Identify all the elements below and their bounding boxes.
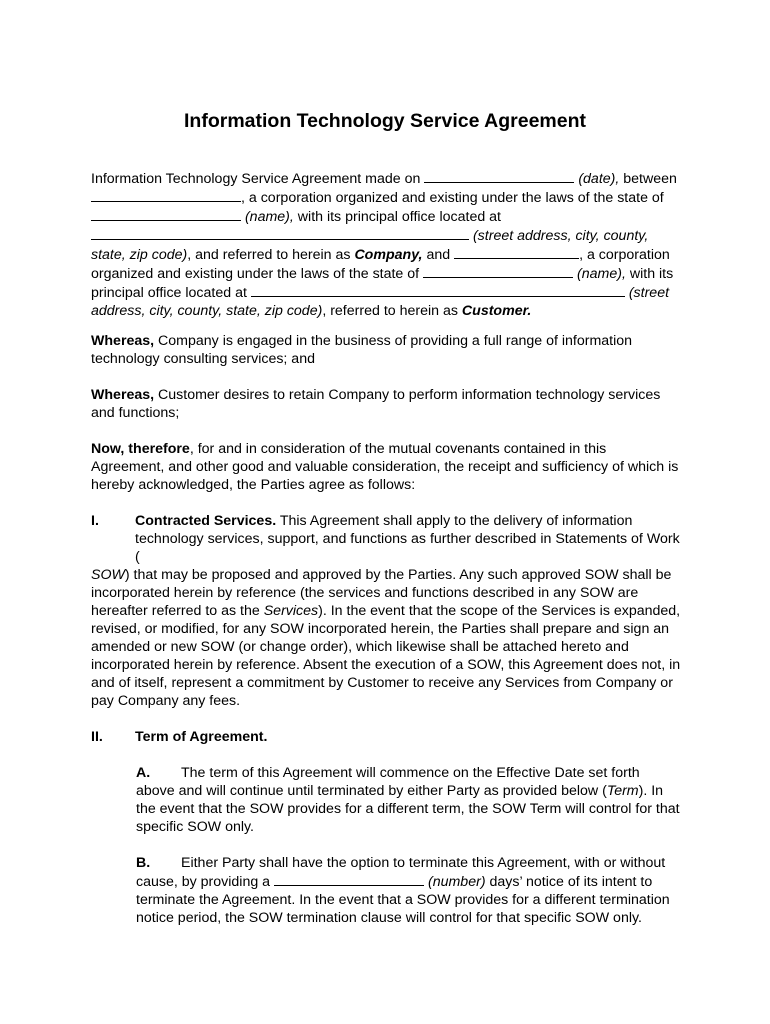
whereas-paragraph (91, 386, 681, 422)
section-contracted-services (91, 512, 681, 566)
subsection-text: ). In the event that the SOW provides for a different term, the SOW Term will control for that specific SOW only. (136, 783, 680, 835)
company-state-blank (91, 207, 241, 221)
subsection-text: days’ notice of its intent to terminate the Agreement. In the event that a SOW provides for a different termination notice period, the SOW termination clause will control for that specific SOW only. (136, 874, 670, 926)
company-address-blank (91, 226, 469, 240)
address-hint: (street address, city, county, state, zip code) (91, 285, 670, 319)
sow-term: SOW (91, 567, 125, 583)
intro-text: with its principal office located at (91, 266, 674, 301)
intro-text: , a corporation organized and existing under the laws of the state of (241, 190, 664, 206)
document-title: Information Technology Service Agreement (184, 110, 586, 132)
intro-text: , a corporation organized and existing under the laws of the state of (91, 247, 670, 282)
section-text: ). In the event that the scope of the Services is expanded, revised, or modified, for any SOW incorporated herein, the Parties shall prepare and sign an amended or new SOW (or change order), which likewise shall be attached hereto and incorporated herein by reference. Absent the execution of a SOW, this Agreement does not, in and of itself, represent a commitment by Customer to receive any Services from Company or pay Company any fees. (91, 603, 681, 709)
intro-paragraph (91, 169, 681, 320)
company-term: Company, (354, 247, 423, 263)
name-hint: (name), (577, 266, 626, 282)
name-hint: (name), (244, 209, 294, 225)
company-name-blank (91, 188, 241, 202)
intro-text: , and referred to herein as (187, 247, 351, 263)
section-text: ) that may be proposed and approved by the Parties. Any such approved SOW shall be incorporated herein by reference (the services and functions described in any SOW are hereafter referred to as the (91, 567, 672, 619)
date-blank (424, 169, 574, 183)
number-hint: (number) (427, 874, 486, 890)
section-text: This Agreement shall apply to the delivery of information technology services, support, and functions as further described in Statements of Work ( (135, 513, 680, 565)
intro-text: and (426, 247, 451, 263)
subsection-text: The term of this Agreement will commence on the Effective Date set forth above and will continue until terminated by either Party as provided below ( (136, 765, 640, 799)
intro-text: with its principal office located at (297, 209, 501, 225)
section-term-of-agreement (91, 728, 681, 746)
therefore-lead: Now, therefore (91, 441, 190, 457)
section-number: II. (91, 729, 103, 745)
intro-text: Information Technology Service Agreement made on (91, 171, 421, 187)
address-hint: (street address, city, county, state, zip code) (91, 228, 649, 263)
term-word: Term (606, 783, 639, 799)
whereas-text: Customer desires to retain Company to perform information technology services and functions; (91, 387, 661, 421)
whereas-lead: Whereas, (91, 387, 155, 403)
notice-days-blank (274, 872, 424, 886)
intro-text: between (623, 171, 677, 187)
whereas-lead: Whereas, (91, 333, 155, 349)
section-heading: Contracted Services. (135, 513, 277, 529)
subsection-a (136, 764, 681, 836)
subsection-text: Either Party shall have the option to terminate this Agreement, with or without cause, by providing a (136, 855, 666, 890)
subsection-letter: B. (136, 855, 151, 871)
whereas-text: Company is engaged in the business of providing a full range of information technology consulting services; and (91, 333, 633, 367)
customer-name-blank (454, 245, 579, 259)
therefore-text: , for and in consideration of the mutual covenants contained in this Agreement, and other good and valuable consideration, the receipt and sufficiency of which is hereby acknowledged, the Parties agree as follows: (91, 441, 679, 493)
subsection-letter: A. (136, 765, 151, 781)
therefore-paragraph (91, 440, 681, 494)
subsection-b (136, 854, 681, 927)
intro-text: , referred to herein as (322, 303, 458, 319)
document-body (91, 169, 681, 927)
services-term: Services (263, 603, 319, 619)
date-hint: (date), (578, 171, 620, 187)
section-heading-line (135, 512, 681, 566)
section-body (91, 566, 681, 710)
customer-term: Customer. (461, 303, 532, 319)
whereas-paragraph (91, 332, 681, 368)
section-heading: Term of Agreement. (135, 729, 268, 745)
customer-state-blank (423, 264, 573, 278)
customer-address-blank (251, 283, 625, 297)
section-number: I. (91, 513, 99, 529)
